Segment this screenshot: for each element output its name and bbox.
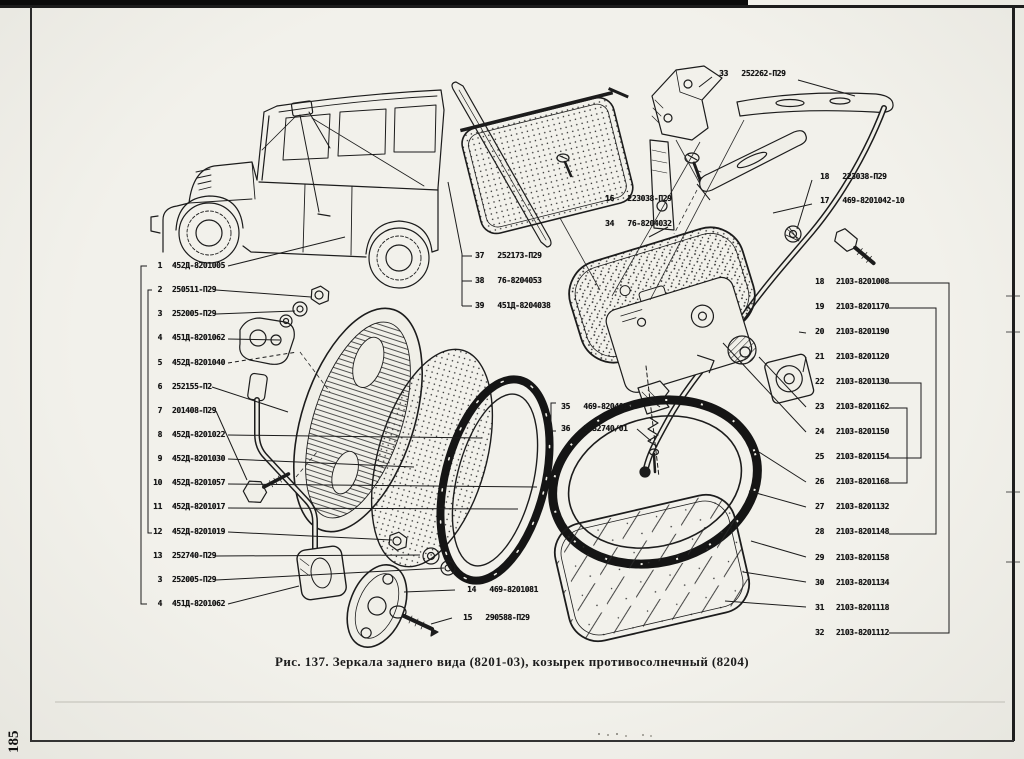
parts-list-row: [806, 402, 889, 427]
parts-list-row: [806, 527, 889, 552]
item-number: 13: [153, 550, 162, 560]
part-number: 252740-П29: [172, 550, 217, 560]
part-number: 252155-П2: [172, 381, 212, 391]
item-number: 32: [815, 627, 824, 637]
part-number: 452Д-8201019: [172, 526, 225, 536]
part-number: 2103-8201162: [836, 402, 889, 412]
item-number: 14: [467, 585, 476, 594]
parts-list-row: [146, 599, 225, 623]
sun-visor: [457, 84, 652, 236]
parts-list-row: [806, 277, 889, 302]
item-number: 17: [820, 196, 829, 205]
parts-list-row: [806, 477, 889, 502]
part-number: 223038-П29: [627, 194, 672, 203]
right-parts-column: [806, 277, 889, 653]
item-number: 38: [475, 276, 484, 285]
item-number: 16: [605, 194, 614, 203]
part-number: 2103-8201150: [836, 427, 889, 437]
callout-item-16: [600, 194, 672, 204]
parts-list-row: [806, 302, 889, 327]
part-number: 469-8201081: [489, 585, 539, 594]
parts-list-row: [806, 628, 889, 653]
parts-list-row: [806, 603, 889, 628]
item-number: 7: [157, 405, 162, 415]
item-number: 27: [815, 502, 824, 512]
part-number: 452Д-8201005: [172, 261, 225, 270]
parts-list-row: [146, 551, 225, 575]
callout-item-18: [815, 172, 887, 182]
item-number: 15: [463, 613, 472, 622]
item-number: 34: [605, 219, 614, 228]
callout-item-36: [556, 424, 628, 434]
parts-list-row: [146, 478, 225, 502]
part-number: 2103-8201148: [836, 527, 889, 537]
part-number: 2103-8201134: [836, 577, 889, 587]
mounting-flange: [336, 556, 418, 656]
figure-caption: Рис. 137. Зеркала заднего вида (8201-03), козырек противосолнечный (8204): [275, 654, 749, 669]
part-number: 223038-П29: [842, 172, 887, 181]
item-number: 25: [815, 452, 824, 462]
parts-list-row: [146, 261, 225, 285]
vehicle-sketch: [151, 90, 444, 288]
parts-list-row: [146, 527, 225, 551]
item-number: 30: [815, 577, 824, 587]
item-number: 18: [815, 277, 824, 286]
part-number: 252005-П29: [172, 574, 217, 584]
callout-item-14: [462, 585, 538, 595]
part-number: 2103-8201170: [836, 302, 889, 312]
item-number: 21: [815, 352, 824, 362]
callout-item-15: [458, 613, 530, 623]
part-number: 2103-8201168: [836, 477, 889, 487]
item-number: 10: [153, 478, 162, 488]
item-number: 6: [157, 381, 162, 391]
part-number: 451Д-8201062: [172, 598, 225, 608]
item-number: 26: [815, 477, 824, 487]
part-number: 2103-8201008: [836, 277, 889, 286]
part-number: 76-8204053: [497, 276, 542, 285]
visor-bracket: [650, 66, 722, 230]
item-number: 3: [157, 309, 162, 319]
item-number: 4: [157, 598, 162, 608]
parts-list-row: [146, 575, 225, 599]
part-number: 2103-8201158: [836, 552, 889, 562]
parts-list-row: [146, 502, 225, 526]
part-number: 451Д-8201062: [172, 333, 225, 343]
parts-list-row: [146, 358, 225, 382]
part-number: 2103-8201154: [836, 452, 889, 462]
callout-item-39: [470, 301, 550, 311]
item-number: 33: [719, 69, 728, 78]
part-number: 252005-П29: [172, 309, 217, 319]
parts-list-row: [146, 333, 225, 357]
item-number: 24: [815, 427, 824, 437]
page-number: 185: [6, 730, 22, 753]
part-number: 2103-8201118: [836, 602, 889, 612]
item-number: 11: [153, 502, 162, 512]
parts-list-row: [806, 327, 889, 352]
part-number: 452Д-8201057: [172, 478, 225, 488]
parts-list-row: [146, 382, 225, 406]
item-number: 31: [815, 602, 824, 612]
parts-list-row: [806, 427, 889, 452]
part-number: 451Д-8204038: [497, 301, 551, 310]
item-number: 18: [820, 172, 829, 181]
parts-list-row: [806, 352, 889, 377]
parts-list-row: [806, 553, 889, 578]
part-number: 2103-8201132: [836, 502, 889, 512]
callout-item-37: [470, 251, 542, 261]
part-number: 76-8204032: [627, 219, 672, 228]
mirror-glass: [549, 489, 755, 647]
parts-list-row: [146, 309, 225, 333]
part-number: 252173-П29: [497, 251, 542, 260]
part-number: 2103-8201130: [836, 377, 889, 387]
item-number: 5: [157, 357, 162, 367]
item-number: 19: [815, 302, 824, 312]
part-number: 250511-П29: [172, 285, 217, 295]
item-number: 28: [815, 527, 824, 537]
callout-item-33: [714, 69, 786, 79]
item-number: 35: [561, 402, 570, 411]
part-number: 201408-П29: [172, 405, 217, 415]
part-number: 1/32740/01: [583, 424, 628, 433]
parts-list-row: [146, 430, 225, 454]
item-number: 22: [815, 377, 824, 387]
part-number: 2103-8201190: [836, 327, 889, 337]
parts-list-row: [146, 454, 225, 478]
part-number: 452Д-8201040: [172, 357, 225, 367]
part-number: 469-8204010: [583, 402, 633, 411]
part-number: 2103-8201112: [836, 627, 889, 637]
item-number: 8: [157, 429, 162, 439]
item-number: 20: [815, 327, 824, 337]
part-number: 2103-8201120: [836, 352, 889, 362]
item-number: 3: [157, 574, 162, 584]
callout-item-38: [470, 276, 542, 286]
parts-list-row: [806, 452, 889, 477]
item-number: 2: [157, 285, 162, 295]
callout-item-17: [815, 196, 904, 206]
parts-list-row: [806, 502, 889, 527]
exterior-mirror-clamp: [240, 285, 331, 365]
part-number: 469-8201042-10: [842, 196, 905, 205]
item-number: 23: [815, 402, 824, 412]
item-number: 12: [153, 526, 162, 536]
parts-list-row: [806, 578, 889, 603]
item-number: 1: [157, 261, 162, 270]
item-number: 39: [475, 301, 484, 310]
left-parts-column: [146, 261, 225, 623]
part-number: 452Д-8201022: [172, 429, 225, 439]
part-number: 452Д-8201017: [172, 502, 225, 512]
item-number: 9: [157, 454, 162, 464]
item-number: 36: [561, 424, 570, 433]
part-number: 290588-П29: [485, 613, 530, 622]
item-number: 29: [815, 552, 824, 562]
callout-item-35: [556, 402, 632, 412]
item-number: 4: [157, 333, 162, 343]
item-number: 37: [475, 251, 484, 260]
parts-list-row: [146, 406, 225, 430]
callout-item-34: [600, 219, 672, 229]
parts-list-row: [146, 285, 225, 309]
parts-list-row: [806, 377, 889, 402]
part-number: 252262-П29: [741, 69, 786, 78]
part-number: 452Д-8201030: [172, 454, 225, 464]
